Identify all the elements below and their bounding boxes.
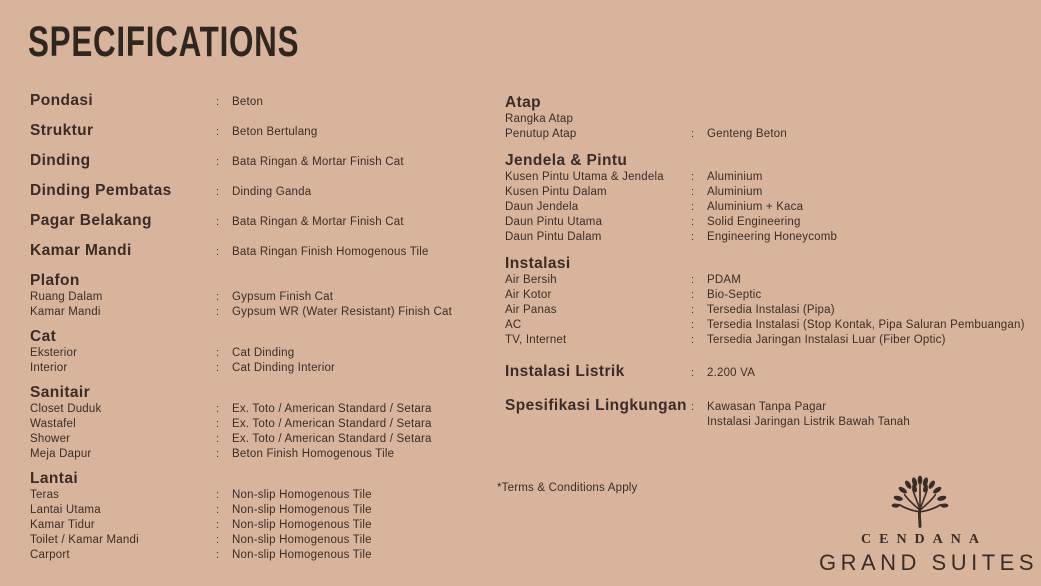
spec-label: TV, Internet: [505, 334, 567, 346]
spec-value: Ex. Toto / American Standard / Setara: [232, 403, 432, 415]
colon-separator: :: [691, 231, 695, 243]
colon-separator: :: [216, 534, 220, 546]
colon-separator: :: [216, 216, 220, 228]
spec-label: Air Bersih: [505, 274, 557, 286]
colon-separator: :: [216, 489, 220, 501]
spec-row-dinding: [30, 152, 482, 171]
section-title: Jendela & Pintu: [505, 152, 628, 169]
spec-label: Interior: [30, 362, 68, 374]
colon-separator: :: [691, 186, 695, 198]
spec-value: Ex. Toto / American Standard / Setara: [232, 433, 432, 445]
spec-row-pondasi: [30, 92, 482, 111]
colon-separator: :: [216, 519, 220, 531]
colon-separator: :: [216, 504, 220, 516]
section-atap: [505, 94, 1041, 142]
spec-row: [505, 112, 1041, 127]
spec-label: Toilet / Kamar Mandi: [30, 534, 139, 546]
colon-separator: :: [691, 216, 695, 228]
colon-separator: :: [216, 126, 220, 138]
spec-value: Aluminium + Kaca: [707, 201, 804, 213]
spec-value: Gypsum Finish Cat: [232, 291, 334, 303]
spec-label: Air Kotor: [505, 289, 552, 301]
spec-row: [505, 318, 1041, 333]
spec-value: Aluminium: [707, 186, 763, 198]
spec-label: Kusen Pintu Dalam: [505, 186, 607, 198]
spec-value: Bio-Septic: [707, 289, 762, 301]
spec-value: Gypsum WR (Water Resistant) Finish Cat: [232, 306, 452, 318]
colon-separator: :: [216, 96, 220, 108]
section-jendela-pintu: [505, 152, 1041, 245]
main-spec-rows: [30, 92, 482, 261]
spec-label: Closet Duduk: [30, 403, 102, 415]
spec-row: [30, 417, 482, 432]
spec-value: Solid Engineering: [707, 216, 801, 228]
spec-row-spesifikasi-lingkungan: [505, 397, 1041, 430]
spec-row: [505, 185, 1041, 200]
section-plafon: [30, 272, 482, 320]
colon-separator: :: [691, 274, 695, 286]
page-title: SPECIFICATIONS: [28, 18, 300, 66]
spec-label: Meja Dapur: [30, 448, 92, 460]
spec-row-instalasi-listrik: [505, 363, 1041, 382]
colon-separator: :: [216, 291, 220, 303]
spec-value: Non-slip Homogenous Tile: [232, 504, 372, 516]
spec-row: [505, 333, 1041, 348]
terms-note: *Terms & Conditions Apply: [497, 482, 638, 494]
spec-row: [30, 548, 482, 563]
colon-separator: :: [216, 186, 220, 198]
colon-separator: :: [216, 403, 220, 415]
spec-label: Shower: [30, 433, 71, 445]
spec-value: Bata Ringan & Mortar Finish Cat: [232, 216, 404, 228]
spec-value: Cat Dinding: [232, 347, 295, 359]
spec-row: [30, 533, 482, 548]
spec-value: Non-slip Homogenous Tile: [232, 549, 372, 561]
spec-value: Tersedia Jaringan Instalasi Luar (Fiber Optic): [707, 334, 946, 346]
spec-row: [30, 290, 482, 305]
brand-subname: GRAND SUITES: [819, 550, 1039, 575]
spec-label: Rangka Atap: [505, 113, 574, 125]
spec-row: [505, 127, 1041, 142]
spec-label: Kusen Pintu Utama & Jendela: [505, 171, 664, 183]
colon-separator: :: [691, 171, 695, 183]
colon-separator: :: [691, 401, 695, 413]
spec-label: Daun Jendela: [505, 201, 579, 213]
spec-row: [30, 447, 482, 462]
section-title: Sanitair: [30, 384, 91, 401]
right-column: [497, 94, 1041, 494]
spec-row: [30, 361, 482, 376]
brand-name: CENDANA: [861, 532, 987, 547]
spec-row: [30, 346, 482, 361]
spec-label: Daun Pintu Utama: [505, 216, 603, 228]
colon-separator: :: [691, 319, 695, 331]
colon-separator: :: [691, 289, 695, 301]
colon-separator: :: [216, 347, 220, 359]
section-cat: [30, 328, 482, 376]
spec-label: Kamar Mandi: [30, 242, 132, 259]
spec-value: Non-slip Homogenous Tile: [232, 519, 372, 531]
brand-logo: [819, 473, 1039, 576]
spec-value: Non-slip Homogenous Tile: [232, 489, 372, 501]
section-title: Lantai: [30, 470, 79, 487]
spec-label: Dinding Pembatas: [30, 182, 172, 199]
spec-value: Dinding Ganda: [232, 186, 312, 198]
spec-value: Genteng Beton: [707, 128, 787, 140]
spec-label: Air Panas: [505, 304, 557, 316]
section-title: Instalasi: [505, 255, 571, 272]
colon-separator: :: [216, 418, 220, 430]
colon-separator: :: [216, 362, 220, 374]
spec-label: Wastafel: [30, 418, 76, 430]
tree-icon: [891, 473, 949, 529]
spec-label: Eksterior: [30, 347, 78, 359]
spec-value: Cat Dinding Interior: [232, 362, 336, 374]
spec-label: AC: [505, 319, 522, 331]
section-title: Plafon: [30, 272, 80, 289]
colon-separator: :: [216, 306, 220, 318]
spec-value: Ex. Toto / American Standard / Setara: [232, 418, 432, 430]
section-sanitair: [30, 384, 482, 462]
spec-label: Dinding: [30, 152, 91, 169]
spec-row-struktur: [30, 122, 482, 141]
section-title: Atap: [505, 94, 542, 111]
spec-row: [505, 303, 1041, 318]
colon-separator: :: [691, 304, 695, 316]
spec-label: Kamar Mandi: [30, 306, 101, 318]
spec-label: Instalasi Listrik: [505, 363, 625, 380]
spec-value: PDAM: [707, 274, 742, 286]
spec-row-pagar-belakang: [30, 212, 482, 231]
spec-value: Tersedia Instalasi (Stop Kontak, Pipa Saluran Pembuangan): [707, 319, 1025, 331]
colon-separator: :: [216, 448, 220, 460]
spec-value: Bata Ringan Finish Homogenous Tile: [232, 246, 429, 258]
colon-separator: :: [216, 156, 220, 168]
spec-label: Penutup Atap: [505, 128, 577, 140]
spec-row: [30, 503, 482, 518]
spec-row: [30, 305, 482, 320]
spec-value: Beton Bertulang: [232, 126, 318, 138]
colon-separator: :: [691, 128, 695, 140]
spec-label: Spesifikasi Lingkungan: [505, 397, 687, 414]
spec-label: Daun Pintu Dalam: [505, 231, 602, 243]
spec-row: [505, 230, 1041, 245]
spec-value: Non-slip Homogenous Tile: [232, 534, 372, 546]
spec-value: Beton Finish Homogenous Tile: [232, 448, 395, 460]
spec-row-kamar-mandi: [30, 242, 482, 261]
spec-value: 2.200 VA: [707, 367, 756, 379]
spec-row: [505, 170, 1041, 185]
left-column: [30, 92, 482, 563]
section-lantai: [30, 470, 482, 563]
spec-label: Pondasi: [30, 92, 94, 109]
spec-row: [30, 402, 482, 417]
colon-separator: :: [216, 246, 220, 258]
spec-label: Struktur: [30, 122, 94, 139]
spec-value: Engineering Honeycomb: [707, 231, 838, 243]
colon-separator: :: [216, 433, 220, 445]
colon-separator: :: [691, 334, 695, 346]
spec-row: [505, 215, 1041, 230]
spec-label: Pagar Belakang: [30, 212, 152, 229]
spec-value: Beton: [232, 96, 264, 108]
spec-value: Bata Ringan & Mortar Finish Cat: [232, 156, 404, 168]
spec-label: Carport: [30, 549, 70, 561]
spec-label: Ruang Dalam: [30, 291, 103, 303]
colon-separator: :: [691, 201, 695, 213]
spec-row: [30, 518, 482, 533]
spec-value: Tersedia Instalasi (Pipa): [707, 304, 835, 316]
spec-row: [505, 273, 1041, 288]
spec-row: [30, 488, 482, 503]
spec-value: Aluminium: [707, 171, 763, 183]
spec-row-dinding-pembatas: [30, 182, 482, 201]
spec-row: [30, 432, 482, 447]
spec-value-line: Kawasan Tanpa Pagar: [707, 401, 827, 413]
spec-label: Lantai Utama: [30, 504, 101, 516]
colon-separator: :: [216, 549, 220, 561]
section-title: Cat: [30, 328, 57, 345]
spec-row: [505, 200, 1041, 215]
section-instalasi: [505, 255, 1041, 348]
spec-label: Teras: [30, 489, 60, 501]
spec-value-line: Instalasi Jaringan Listrik Bawah Tanah: [707, 416, 910, 428]
spec-row: [505, 288, 1041, 303]
spec-value: [707, 400, 910, 430]
colon-separator: :: [691, 367, 695, 379]
spec-label: Kamar Tidur: [30, 519, 95, 531]
